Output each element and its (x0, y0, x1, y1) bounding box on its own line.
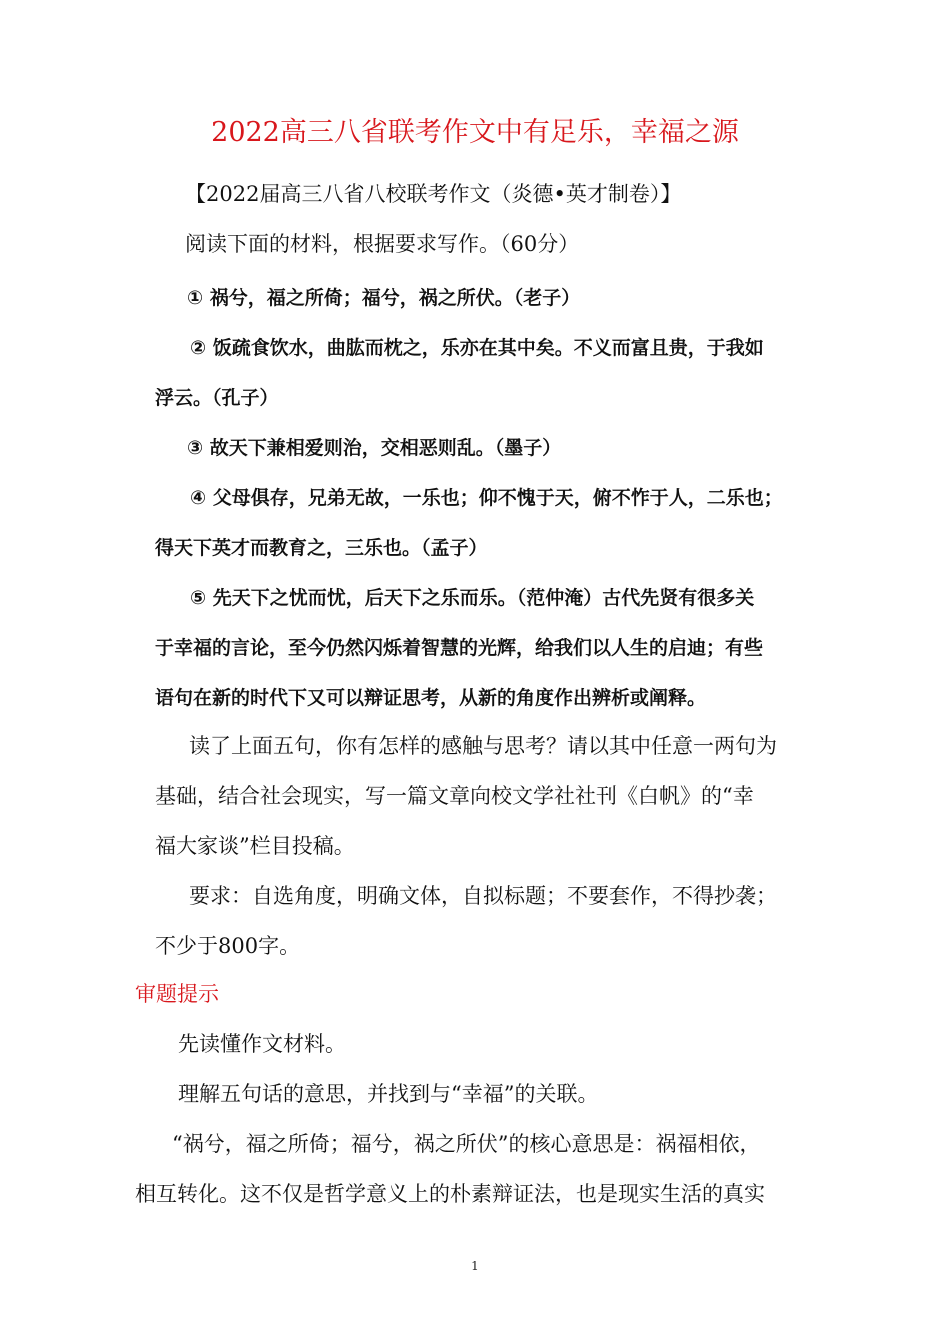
task-line: 读了上面五句，你有怎样的感触与思考？请以其中任意一两句为 (189, 734, 777, 758)
quote-line: 得天下英才而教育之，三乐也。（孟子） (155, 537, 488, 559)
quote-line: ② 饭疏食饮水，曲肱而枕之，乐亦在其中矣。不义而富且贵，于我如 (190, 337, 764, 359)
task-line: 福大家谈”栏目投稿。 (155, 834, 355, 858)
analysis-line: 相互转化。这不仅是哲学意义上的朴素辩证法，也是现实生活的真实 (135, 1182, 765, 1206)
quote-line: ⑤ 先天下之忧而忧，后天下之乐而乐。（范仲淹）古代先贤有很多关 (190, 587, 755, 609)
quote-line: ④ 父母俱存，兄弟无故，一乐也；仰不愧于天，俯不怍于人，二乐也； (190, 487, 783, 509)
task-line: 基础，结合社会现实，写一篇文章向校文学社社刊《白帆》的“幸 (155, 784, 754, 808)
instruction: 阅读下面的材料，根据要求写作。（60分） (185, 232, 580, 256)
section-heading: 审题提示 (135, 982, 219, 1006)
requirement-line: 不少于800字。 (155, 934, 301, 958)
analysis-line: 理解五句话的意思，并找到与“幸福”的关联。 (178, 1082, 599, 1106)
requirement-line: 要求：自选角度，明确文体，自拟标题；不要套作，不得抄袭； (189, 884, 777, 908)
quote-line: ③ 故天下兼相爱则治，交相恶则乱。（墨子） (187, 437, 562, 459)
subtitle: 【2022届高三八省八校联考作文（炎德•英才制卷）】 (185, 182, 682, 206)
quote-line: 浮云。（孔子） (155, 387, 279, 409)
analysis-line: “祸兮，福之所倚；福兮，祸之所伏”的核心意思是：祸福相依， (172, 1132, 761, 1156)
quote-line: 于幸福的言论，至今仍然闪烁着智慧的光辉，给我们以人生的启迪；有些 (155, 637, 764, 659)
document-title: 2022高三八省联考作文中有足乐，幸福之源 (211, 117, 739, 148)
quote-line: 语句在新的时代下又可以辩证思考，从新的角度作出辨析或阐释。 (155, 687, 707, 709)
quote-line: ① 祸兮，福之所倚；福兮，祸之所伏。（老子） (187, 287, 581, 309)
analysis-line: 先读懂作文材料。 (178, 1032, 346, 1056)
page-number: 1 (471, 1259, 479, 1273)
